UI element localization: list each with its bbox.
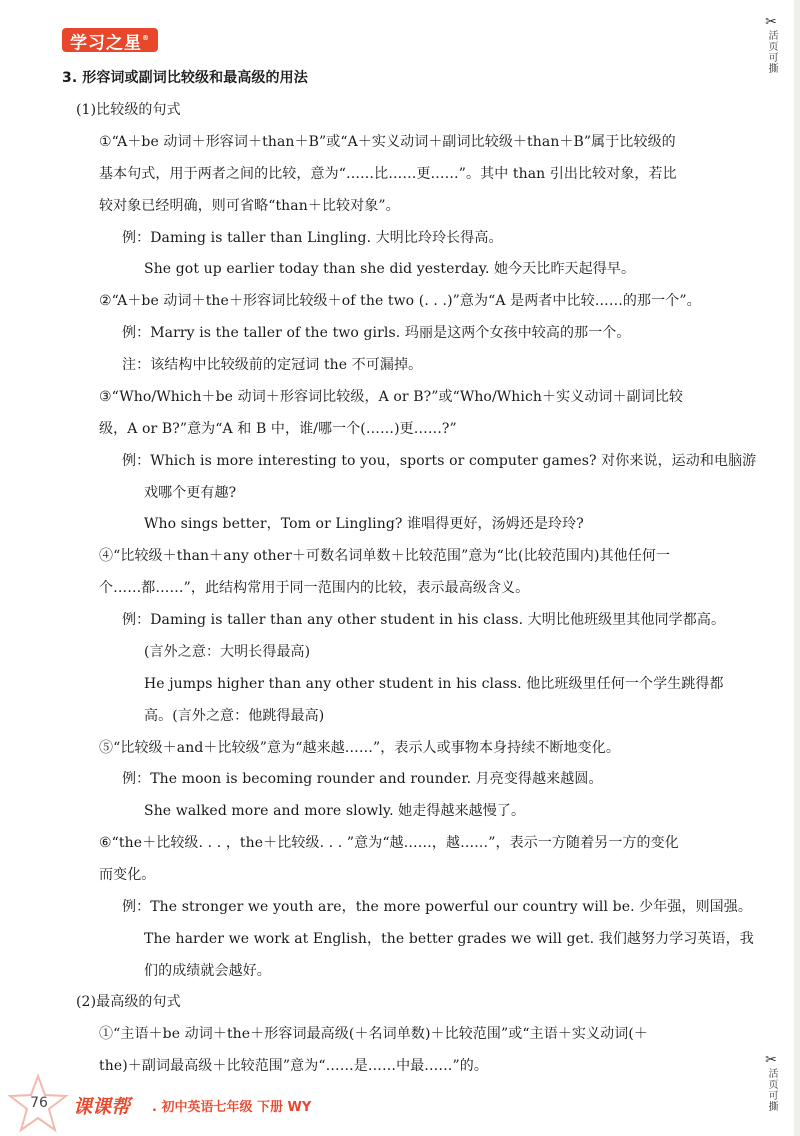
example-line: 戏哪个更有趣? (144, 485, 237, 501)
subheading-superlative: (2)最高级的句式 (76, 994, 181, 1010)
tear-hand-icon: ✂ (765, 14, 777, 30)
example-line: 例：Daming is taller than Lingling. 大明比玲玲长得高。 (122, 230, 503, 246)
tear-tab-bottom: ✂ 活页可撕 (757, 1052, 785, 1116)
example-line: 例：Daming is taller than any other student in his class. 大明比他班级里其他同学都高。 (122, 612, 726, 628)
example-line: (言外之意：大明长得最高) (144, 644, 311, 660)
tear-hand-icon: ✂ (765, 1052, 777, 1068)
note-line: 注：该结构中比较级前的定冠词 the 不可漏掉。 (122, 357, 423, 373)
example-line: 例：Which is more interesting to you，sports or computer games? 对你来说，运动和电脑游 (122, 453, 757, 469)
example-line: 例：The stronger we youth are，the more powerful our country will be. 少年强，则国强。 (122, 899, 752, 915)
example-line: He jumps higher than any other student in his class. 他比班级里任何一个学生跳得都 (144, 676, 724, 692)
example-line: She got up earlier today than she did yesterday. 她今天比昨天起得早。 (144, 261, 636, 277)
text-line: 个……都……”，此结构常用于同一范围内的比较，表示最高级含义。 (99, 580, 530, 596)
footer-brand: 课课帮 (73, 1096, 131, 1118)
example-line: Who sings better，Tom or Lingling? 谁唱得更好，汤姆还是玲玲? (144, 516, 584, 532)
section-heading: 3. 形容词或副词比较级和最高级的用法 (62, 70, 308, 86)
text-line: 级，A or B?”意为“A 和 B 中，谁/哪一个(……)更……?” (99, 421, 457, 437)
text-line: ⑥“the＋比较级. . . ，the＋比较级. . . ”意为“越……，越……”，表示一方随着另一方的变化 (99, 835, 679, 851)
example-line: 例：The moon is becoming rounder and rounder. 月亮变得越来越圆。 (122, 771, 603, 787)
text-line: ④“比较级＋than＋any other＋可数名词单数＋比较范围”意为“比(比较范围内)其他任何一 (99, 548, 671, 564)
page-edge (794, 0, 800, 1136)
publisher-logo: 学习之星® (62, 28, 158, 52)
text-line: ③“Who/Which＋be 动词＋形容词比较级，A or B?”或“Who/Which＋实义动词＋副词比较 (99, 389, 684, 405)
example-line: 例：Marry is the taller of the two girls. 玛丽是这两个女孩中较高的那一个。 (122, 325, 631, 341)
text-line: ②“A＋be 动词＋the＋形容词比较级＋of the two (. . .)”意为“A 是两者中比较……的那一个”。 (99, 293, 701, 309)
text-line: 而变化。 (99, 867, 156, 883)
text-line: ⑤“比较级＋and＋比较级”意为“越来越……”，表示人或事物本身持续不断地变化。 (99, 740, 620, 756)
subheading-comparative: (1)比较级的句式 (76, 102, 181, 118)
example-line: 们的成绩就会越好。 (144, 963, 271, 979)
text-line: the)＋副词最高级＋比较范围”意为“……是……中最……”的。 (99, 1058, 488, 1074)
text-line: 较对象已经明确，则可省略“than＋比较对象”。 (99, 198, 400, 214)
page-number: 76 (30, 1095, 48, 1111)
text-line: ①“A＋be 动词＋形容词＋than＋B”或“A＋实义动词＋副词比较级＋than＋B”属于比较级的 (99, 134, 676, 150)
text-line: 基本句式，用于两者之间的比较，意为“……比……更……”。其中 than 引出比较对象，若比 (99, 166, 677, 182)
tear-tab-top: ✂ 活页可撕 (757, 14, 785, 78)
text-line: ①“主语＋be 动词＋the＋形容词最高级(＋名词单数)＋比较范围”或“主语＋实义动词(＋ (99, 1026, 648, 1042)
footer-book-title: . 初中英语七年级 下册 WY (152, 1100, 312, 1115)
example-line: The harder we work at English，the better grades we will get. 我们越努力学习英语，我 (144, 931, 754, 947)
example-line: She walked more and more slowly. 她走得越来越慢了。 (144, 803, 526, 819)
example-line: 高。(言外之意：他跳得最高) (144, 708, 325, 724)
